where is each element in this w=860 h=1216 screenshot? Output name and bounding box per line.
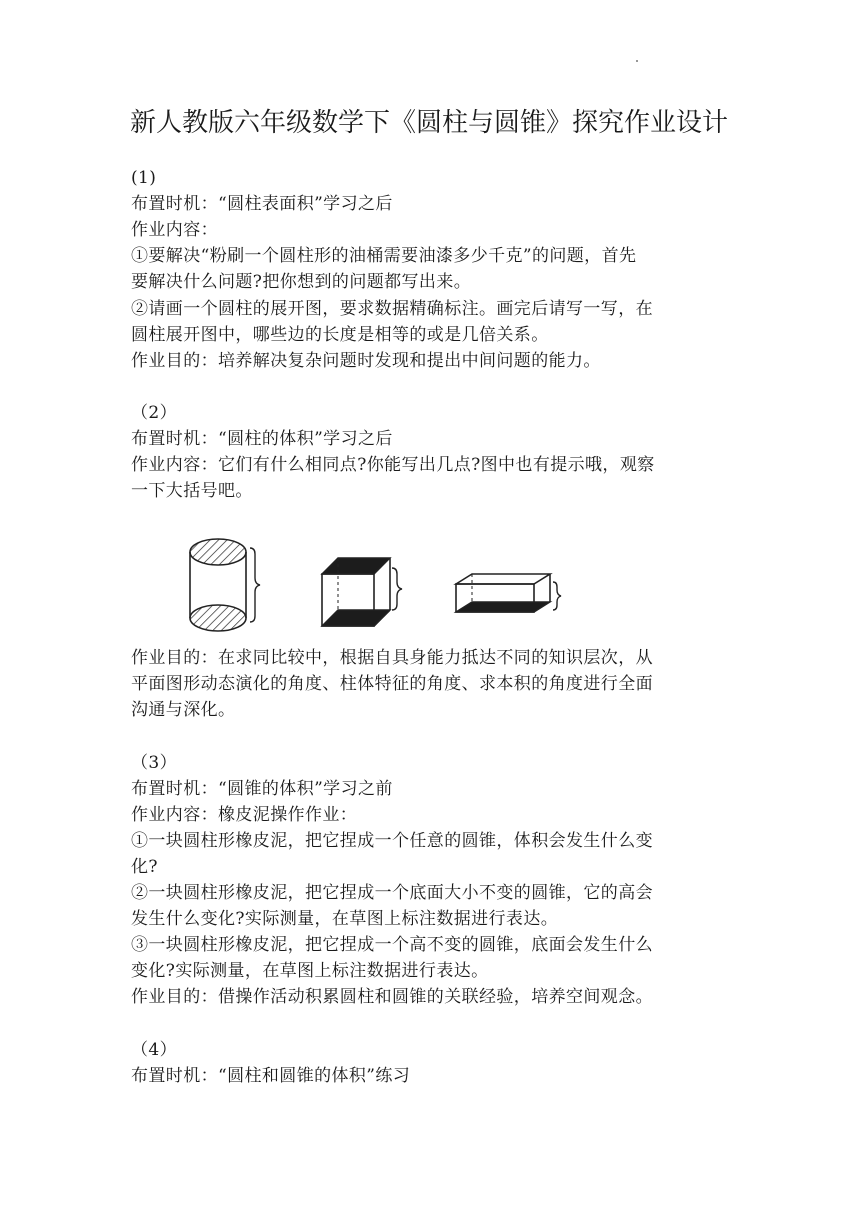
stray-dot xyxy=(636,60,638,62)
section-2-line: 作业目的：在求同比较中，根据自具身能力抵达不同的知识层次，从 xyxy=(131,648,653,668)
section-3-line: 作业目的：借操作活动积累圆柱和圆锥的关联经验，培养空间观念。 xyxy=(131,987,653,1007)
section-3-line: 发生什么变化?实际测量，在草图上标注数据进行表达。 xyxy=(131,909,559,929)
section-1-line: ②请画一个圆柱的展开图，要求数据精确标注。画完后请写一写，在 xyxy=(131,299,653,319)
section-1-line: 圆柱展开图中，哪些边的长度是相等的或是几倍关系。 xyxy=(131,325,549,345)
section-3-line: 变化?实际测量，在草图上标注数据进行表达。 xyxy=(131,961,489,981)
section-3-line: ③一块圆柱形橡皮泥，把它捏成一个高不变的圆锥，底面会发生什么 xyxy=(131,935,653,955)
section-4-number: （4） xyxy=(131,1040,178,1060)
section-3-number: （3） xyxy=(131,753,178,773)
section-3-line: 布置时机：“圆锥的体积”学习之前 xyxy=(131,779,393,799)
section-1-line: 作业目的：培养解决复杂问题时发现和提出中间问题的能力。 xyxy=(131,351,601,371)
section-3-line: ①一块圆柱形橡皮泥，把它捏成一个任意的圆锥，体积会发生什么变 xyxy=(131,831,653,851)
section-3-line: 作业内容：橡皮泥操作作业： xyxy=(131,805,358,825)
section-2-number: （2） xyxy=(131,403,178,423)
section-2-line: 沟通与深化。 xyxy=(131,700,236,720)
section-1-line: 布置时机：“圆柱表面积”学习之后 xyxy=(131,194,393,214)
section-2-line: 一下大括号吧。 xyxy=(131,481,253,501)
solid-figures-illustration xyxy=(186,538,566,634)
section-2-line: 平面图形动态演化的角度、柱体特征的角度、求本积的角度进行全面 xyxy=(131,674,653,694)
section-2-line: 作业内容：它们有什么相同点?你能写出几点?图中也有提示哦，观察 xyxy=(131,455,655,475)
section-1-number: (1) xyxy=(131,168,157,188)
section-2-line: 布置时机：“圆柱的体积”学习之后 xyxy=(131,429,393,449)
document-title: 新人教版六年级数学下《圆柱与圆锥》探究作业设计 xyxy=(130,108,729,138)
section-3-line: 化? xyxy=(131,857,158,877)
cylinder-figure xyxy=(190,539,260,631)
section-1-line: 要解决什么问题?把你想到的问题都写出来。 xyxy=(131,272,472,292)
section-3-line: ②一块圆柱形橡皮泥，把它捏成一个底面大小不变的圆锥，它的高会 xyxy=(131,883,653,903)
section-1-line: 作业内容： xyxy=(131,220,218,240)
cube-figure xyxy=(322,558,402,626)
cuboid-figure xyxy=(456,574,561,612)
section-4-line: 布置时机：“圆柱和圆锥的体积”练习 xyxy=(131,1066,411,1086)
section-1-line: ①要解决“粉刷一个圆柱形的油桶需要油漆多少千克”的问题，首先 xyxy=(131,246,637,266)
